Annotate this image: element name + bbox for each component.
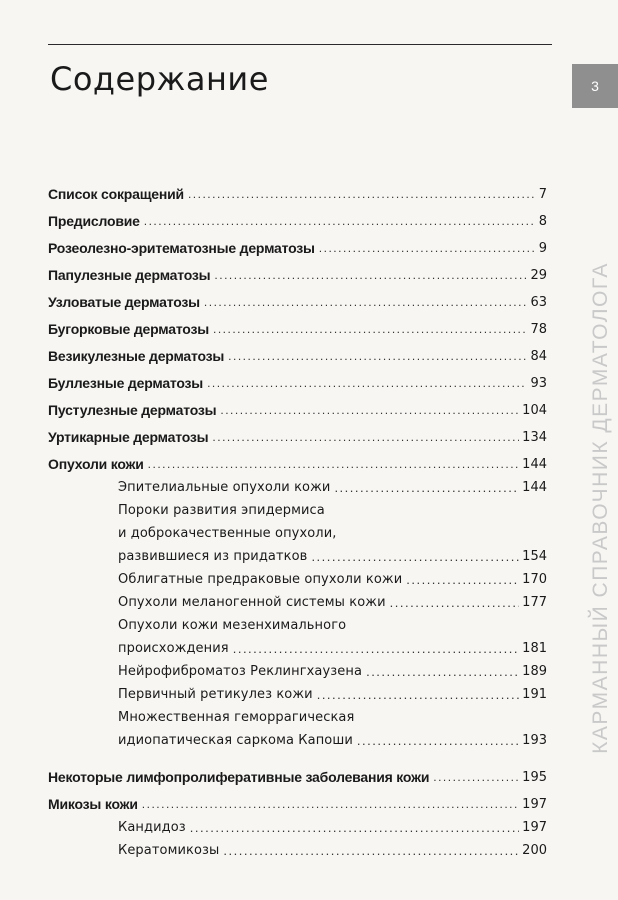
toc-subentry-title: Первичный ретикулез кожи xyxy=(118,687,313,702)
toc-subentry[interactable] xyxy=(48,680,547,703)
toc-subentry-page: 144 xyxy=(522,480,547,495)
toc-entry[interactable] xyxy=(48,338,547,365)
page-title: Содержание xyxy=(50,60,269,98)
toc-subentry[interactable] xyxy=(48,473,547,496)
toc-entry-title: Буллезные дерматозы xyxy=(48,375,204,391)
toc-subentry-title: Кератомикозы xyxy=(118,843,220,858)
toc-subentry-line[interactable] xyxy=(48,611,547,634)
dot-leader xyxy=(334,479,519,496)
toc-entry[interactable] xyxy=(48,230,547,257)
toc-entry[interactable] xyxy=(48,419,547,446)
toc-entry[interactable] xyxy=(48,786,547,813)
toc-entry-page: 197 xyxy=(522,797,547,812)
toc-entry[interactable] xyxy=(48,203,547,230)
toc-entry[interactable] xyxy=(48,759,547,786)
dot-leader xyxy=(148,456,520,473)
toc-subentry[interactable] xyxy=(48,634,547,657)
toc-subentry-title: Множественная геморрагическая xyxy=(118,710,355,725)
toc-subentry-page: 177 xyxy=(522,595,547,610)
toc-entry[interactable] xyxy=(48,365,547,392)
dot-leader xyxy=(366,663,519,680)
toc-subentry-title: Нейрофиброматоз Реклингхаузена xyxy=(118,664,363,679)
toc-entry-page: 93 xyxy=(530,376,547,391)
dot-leader xyxy=(204,294,528,311)
toc-subentry[interactable] xyxy=(48,657,547,680)
toc-subentry-line[interactable] xyxy=(48,703,547,726)
dot-leader xyxy=(319,240,536,257)
toc-entry-title: Микозы кожи xyxy=(48,796,138,812)
toc-subentry-title: Опухоли кожи мезенхимального xyxy=(118,618,347,633)
toc-entry-page: 7 xyxy=(538,187,547,202)
header-rule xyxy=(48,44,552,45)
toc-subentry-title: Кандидоз xyxy=(118,820,186,835)
toc-entry-title: Список сокращений xyxy=(48,186,184,202)
dot-leader xyxy=(233,640,519,657)
dot-leader xyxy=(142,796,519,813)
toc-subentry-title: происхождения xyxy=(118,641,229,656)
toc-entry-title: Предисловие xyxy=(48,213,140,229)
toc-entry-title: Опухоли кожи xyxy=(48,456,144,472)
dot-leader xyxy=(220,402,519,419)
toc-entry[interactable] xyxy=(48,284,547,311)
toc-subentry-title: Эпителиальные опухоли кожи xyxy=(118,480,331,495)
toc-entry-page: 104 xyxy=(522,403,547,418)
toc-subentry[interactable] xyxy=(48,565,547,588)
toc-entry-title: Розеолезно-эритематозные дерматозы xyxy=(48,240,315,256)
toc-entry-title: Папулезные дерматозы xyxy=(48,267,211,283)
dot-leader xyxy=(228,348,527,365)
toc-subentry-title: Облигатные предраковые опухоли кожи xyxy=(118,572,403,587)
toc-entry-page: 9 xyxy=(538,241,547,256)
toc-subentry-page: 170 xyxy=(522,572,547,587)
dot-leader xyxy=(317,686,519,703)
toc-entry-title: Пустулезные дерматозы xyxy=(48,402,217,418)
dot-leader xyxy=(190,819,519,836)
toc-subentry-title: Опухоли меланогенной системы кожи xyxy=(118,595,386,610)
toc-subentry[interactable] xyxy=(48,588,547,611)
toc-subentry-page: 197 xyxy=(522,820,547,835)
toc-entry-page: 84 xyxy=(530,349,547,364)
toc-entry-title: Некоторые лимфопролиферативные заболевания кожи xyxy=(48,769,430,785)
dot-leader xyxy=(406,571,519,588)
toc-subentry-page: 189 xyxy=(522,664,547,679)
dot-leader xyxy=(213,321,527,338)
toc-entry[interactable] xyxy=(48,392,547,419)
dot-leader xyxy=(390,594,520,611)
dot-leader xyxy=(188,186,536,203)
toc-entry-title: Узловатые дерматозы xyxy=(48,294,200,310)
toc-entry-page: 78 xyxy=(530,322,547,337)
toc-entry[interactable] xyxy=(48,311,547,338)
dot-leader xyxy=(311,548,519,565)
toc-entry-page: 63 xyxy=(530,295,547,310)
toc-subentry[interactable] xyxy=(48,836,547,859)
toc-subentry-page: 193 xyxy=(522,733,547,748)
toc-subentry[interactable] xyxy=(48,813,547,836)
toc-entry-page: 29 xyxy=(530,268,547,283)
toc-entry-page: 144 xyxy=(522,457,547,472)
dot-leader xyxy=(144,213,536,230)
toc-entry-title: Бугорковые дерматозы xyxy=(48,321,209,337)
page-number-tab: 3 xyxy=(572,64,618,108)
toc-entry-title: Уртикарные дерматозы xyxy=(48,429,209,445)
toc-subentry-page: 200 xyxy=(522,843,547,858)
toc-subentry-page: 191 xyxy=(522,687,547,702)
toc-subentry-title: и доброкачественные опухоли, xyxy=(118,526,337,541)
toc-subentry-title: Пороки развития эпидермиса xyxy=(118,503,325,518)
toc-subentry-line[interactable] xyxy=(48,496,547,519)
dot-leader xyxy=(433,769,519,786)
dot-leader xyxy=(207,375,527,392)
toc-entry[interactable] xyxy=(48,446,547,473)
toc-subentry-page: 181 xyxy=(522,641,547,656)
toc-subentry-page: 154 xyxy=(522,549,547,564)
dot-leader xyxy=(212,429,519,446)
toc-entry[interactable] xyxy=(48,257,547,284)
toc-entry-title: Везикулезные дерматозы xyxy=(48,348,225,364)
toc-subentry-title: идиопатическая саркома Капоши xyxy=(118,733,353,748)
toc-subentry-title: развившиеся из придатков xyxy=(118,549,308,564)
toc-subentry[interactable] xyxy=(48,542,547,565)
dot-leader xyxy=(357,732,519,749)
table-of-contents xyxy=(48,176,547,859)
toc-entry-page: 134 xyxy=(522,430,547,445)
toc-entry-page: 8 xyxy=(538,214,547,229)
toc-subentry-line[interactable] xyxy=(48,519,547,542)
dot-leader xyxy=(214,267,527,284)
toc-subentry[interactable] xyxy=(48,726,547,749)
toc-entry[interactable] xyxy=(48,176,547,203)
toc-entry-page: 195 xyxy=(522,770,547,785)
dot-leader xyxy=(223,842,519,859)
book-title-vertical: КАРМАННЫЙ СПРАВОЧНИК ДЕРМАТОЛОГА xyxy=(589,262,612,754)
